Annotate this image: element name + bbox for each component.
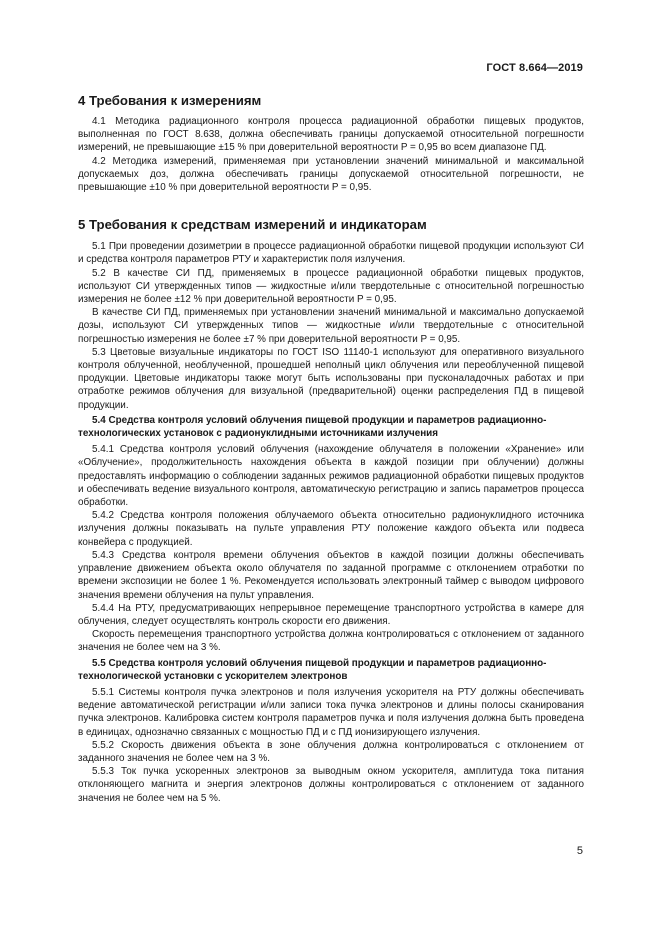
paragraph-5-4-4: 5.4.4 На РТУ, предусматривающих непрерывное перемещение транспортного устройства в камере для облучения, следует осуществлять контроль скорости его движения. — [78, 602, 584, 627]
paragraph-5-5-2: 5.5.2 Скорость движения объекта в зоне облучения должна контролироваться с отклонением от заданного значения не более чем на 3 %. — [78, 739, 584, 764]
paragraph-5-5-1: 5.5.1 Системы контроля пучка электронов и поля излучения ускорителя на РТУ должны обеспечивать ведение автоматической регистрации и/или записи тока пучка электронов и длины полосы сканирования пучка электронов. Калибровка систем контроля параметров пучка и поля излучения должна быть проведена в единицах, однозначно связанных с мощностью ПД и с ПД ионизирующего излучения. — [78, 686, 584, 738]
subsection-5-4-heading: 5.4 Средства контроля условий облучения пищевой продукции и параметров радиационно-технологических установок с радионуклидными источниками излучения — [78, 414, 547, 440]
subsection-5-5-heading: 5.5 Средства контроля условий облучения пищевой продукции и параметров радиационно-технологической установки с ускорителем электронов — [78, 657, 547, 682]
paragraph-5-4-3: 5.4.3 Средства контроля времени облучения объектов в каждой позиции должны обеспечивать управление движением объекта около облучателя по заданной программе с отклонением отработки по времени экспозиции не более 1 %. Рекомендуется использовать электронный таймер с выводом цифрового значения времени облучения на пульт управления. — [78, 549, 584, 601]
paragraph-5-3: 5.3 Цветовые визуальные индикаторы по ГОСТ ISO 11140-1 используют для оперативного визуального контроля облученной, необлученной, прошедшей неполный цикл облучения или переоблученной пищевой продукции. Цветовые индикаторы также могут быть использованы при пусконаладочных работах и при отработке режимов облучения для визуальной (предварительной) оценки распределения ПД в пищевой продукции. — [78, 346, 584, 411]
paragraph-5-4-2: 5.4.2 Средства контроля положения облучаемого объекта относительно радионуклидного источника излучения должны показывать на пульте управления РТУ положение каждого объекта или подвеса конвейера с продукцией. — [78, 510, 584, 548]
page-number: 5 — [576, 845, 583, 857]
section-5-heading: 5 Требования к средствам измерений и индикаторам — [78, 217, 427, 233]
paragraph-5-4-1: 5.4.1 Средства контроля условий облучения (нахождение облучателя в положении «Хранение» или «Облучение», продолжительность нахождения объекта в каждой позиции при облучении) должны предоставлять информацию о соблюдении заданных режимов радиационной обработки пищевых продуктов и обеспечивать ведение визуального контроля, автоматическую регистрацию и запись параметров процесса обработки. — [78, 444, 584, 509]
paragraph-5-4-4-continued: Скорость перемещения транспортного устройства должна контролироваться с отклонением от заданного значения не более чем на 3 %. — [78, 629, 584, 654]
paragraph-5-2-continued: В качестве СИ ПД, применяемых при установлении значений минимальной и максимально допускаемой дозы, используют СИ утвержденных типов — жидкостные и/или твердотельные с относительной погрешностью измерения не более ±7 % при доверительной вероятности P = 0,95. — [78, 307, 584, 345]
paragraph-5-1: 5.1 При проведении дозиметрии в процессе радиационной обработки пищевой продукции используют СИ и средства контроля параметров РТУ и характеристик поля излучения. — [78, 241, 584, 266]
paragraph-4-1: 4.1 Методика радиационного контроля процесса радиационной обработки пищевых продуктов, выполненная по ГОСТ 8.638, должна обеспечивать границы допускаемой относительной погрешности измерений, не превышающие ±15 % при доверительной вероятности P = 0,95 во всем диапазоне ПД. — [78, 116, 584, 154]
paragraph-4-2: 4.2 Методика измерений, применяемая при установлении значений минимальной и максимальной допускаемых доз, должна обеспечивать границы допускаемой относительной погрешности, не превышающие ±10 % при доверительной вероятности P = 0,95. — [78, 155, 584, 194]
page-content — [78, 90, 584, 805]
document-code: ГОСТ 8.664—2019 — [486, 62, 583, 74]
section-4-heading: 4 Требования к измерениям — [78, 93, 262, 108]
paragraph-5-2: 5.2 В качестве СИ ПД, применяемых в процессе радиационной обработки пищевых продуктов, используют СИ утвержденных типов — жидкостные и/или твердотельные с относительной погрешностью измерения не более ±12 % при доверительной вероятности P = 0,95. — [78, 267, 584, 306]
paragraph-5-5-3: 5.5.3 Ток пучка ускоренных электронов за выводным окном ускорителя, амплитуда тока питания отклоняющего магнита и энергия электронов должны контролироваться с отклонением от заданного значения не более чем на 5 %. — [78, 766, 584, 804]
